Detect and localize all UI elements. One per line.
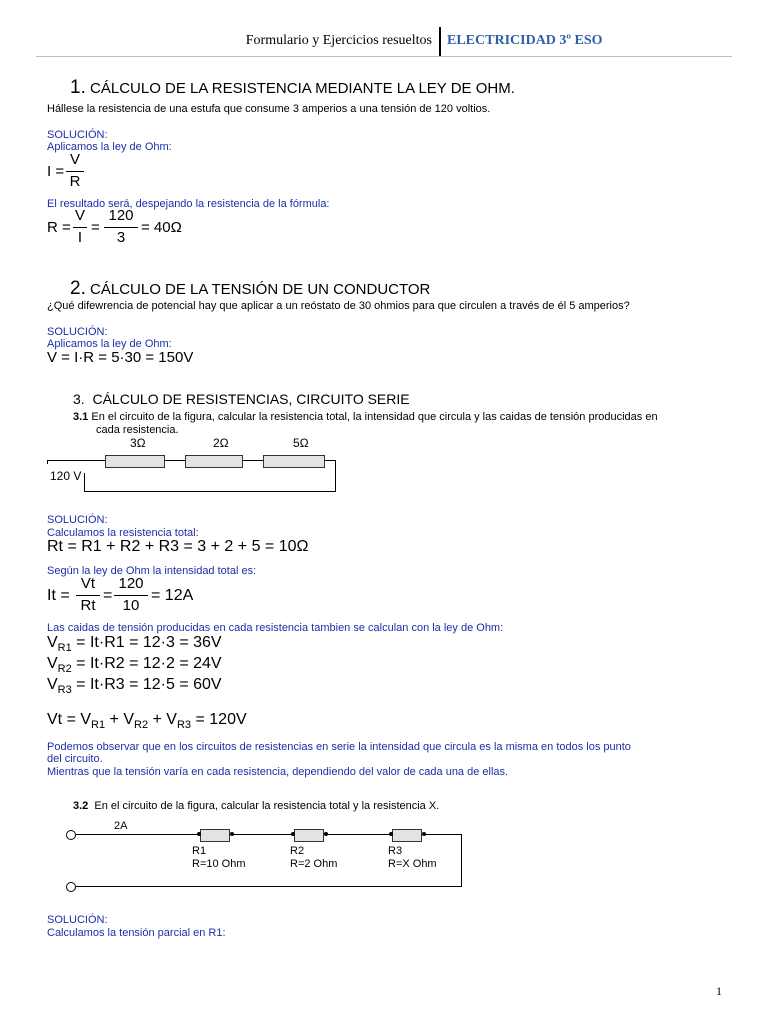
- resistor-r2: [185, 455, 243, 468]
- problem-3-1-statement-cont: cada resistencia.: [96, 424, 179, 436]
- formula-it-lhs: It =: [47, 587, 70, 604]
- r1-value: R=10 Ohm: [192, 858, 246, 870]
- formula-ohm-den: R: [69, 173, 81, 190]
- r3-name: R3: [388, 845, 403, 857]
- formula-vr2-rest: = It·R2 = 12·2 = 24V: [71, 655, 222, 672]
- r1-name: R1: [192, 845, 207, 857]
- section-2-heading: [70, 278, 430, 300]
- resistor-r3: [263, 455, 325, 468]
- section-3-number: 3.: [73, 391, 85, 407]
- formula-it-rhs: = 12A: [151, 587, 194, 604]
- formula-ohm-lhs: I =: [47, 163, 65, 180]
- header-subject: ELECTRICIDAD 3º ESO: [447, 33, 603, 48]
- formula-vr3-sub: R3: [57, 684, 72, 697]
- formula-vt-a: Vt = V: [47, 711, 92, 728]
- section-2-solution-label: SOLUCIÓN:: [47, 326, 108, 338]
- formula-resistance-bar2: [104, 227, 138, 228]
- section-2-apply-text: Aplicamos la ley de Ohm:: [47, 338, 172, 350]
- formula-vt-s3: R3: [176, 719, 192, 732]
- formula-ohm-num: V: [69, 151, 80, 168]
- it-label: Según la ley de Ohm la intensidad total es:: [47, 565, 257, 577]
- header-doc-title: Formulario y Ejercicios resueltos: [245, 33, 432, 48]
- section-1-title: CÁLCULO DE LA RESISTENCIA MEDIANTE LA LEY DE OHM.: [90, 80, 515, 97]
- formula-vr1: [47, 634, 222, 654]
- header-rule: [36, 56, 732, 57]
- formula-rt: Rt = R1 + R2 + R3 = 3 + 2 + 5 = 10Ω: [47, 538, 309, 555]
- resistor-r1-label: 3Ω: [130, 436, 146, 450]
- formula-resistance-den2: 3: [116, 229, 126, 246]
- section-2-number: 2.: [70, 278, 86, 299]
- formula-vt-s2: R2: [134, 719, 149, 732]
- resistor-r3-label: 5Ω: [293, 436, 309, 450]
- r2-value: R=2 Ohm: [290, 858, 338, 870]
- resistor-r3-c2: [392, 829, 422, 842]
- formula-voltage: V = I·R = 5·30 = 150V: [47, 349, 194, 366]
- observation-line-1: Podemos observar que en los circuitos de resistencias en serie la intensidad que circula es la misma en todos los punto: [47, 741, 631, 753]
- formula-resistance-den1: I: [77, 229, 83, 246]
- terminal-bottom: [66, 882, 76, 892]
- formula-resistance-num2: 120: [108, 207, 134, 224]
- formula-it-den2: 10: [122, 597, 140, 614]
- formula-resistance-rhs: = 40Ω: [141, 219, 182, 236]
- formula-vr2-v: V: [47, 655, 58, 672]
- calc-total-label: Calculamos la resistencia total:: [47, 527, 199, 539]
- resistor-r2-c2: [294, 829, 324, 842]
- formula-vt-d: = 120V: [191, 711, 247, 728]
- section-3-heading: [73, 391, 410, 407]
- problem-3-1-statement: En el circuito de la figura, calcular la resistencia total, la intensidad que circula y las caidas de tensión producidas en: [91, 411, 658, 423]
- formula-it-bar1: [76, 595, 100, 596]
- formula-vt-b: + V: [105, 711, 134, 728]
- observation-line-2: del circuito.: [47, 753, 103, 765]
- terminal-top: [66, 830, 76, 840]
- formula-vr3-rest: = It·R3 = 12·5 = 60V: [71, 676, 222, 693]
- formula-it-num2: 120: [118, 575, 144, 592]
- section-1-heading: [70, 77, 515, 99]
- r3-value: R=X Ohm: [388, 858, 437, 870]
- problem-3-1-number: 3.1: [73, 411, 89, 423]
- drops-label: Las caidas de tensión producidas en cada resistencia tambien se calculan con la ley de Ohm:: [47, 622, 504, 634]
- page-number: 1: [716, 984, 722, 998]
- section-2-title: CÁLCULO DE LA TENSIÓN DE UN CONDUCTOR: [90, 281, 431, 298]
- formula-it-eq: =: [103, 587, 113, 604]
- formula-vt-s1: R1: [91, 719, 106, 732]
- formula-ohm-bar: [66, 171, 84, 172]
- problem-3-1-text: [73, 411, 658, 423]
- section-1-statement: Hállese la resistencia de una estufa que consume 3 amperios a una tensión de 120 voltios.: [47, 103, 491, 115]
- section-3-solution-label: SOLUCIÓN:: [47, 514, 108, 526]
- formula-vr3: [47, 676, 222, 696]
- formula-vr2-sub: R2: [57, 663, 72, 676]
- section-1-solution-label: SOLUCIÓN:: [47, 129, 108, 141]
- problem-3-2-statement: En el circuito de la figura, calcular la resistencia total y la resistencia X.: [94, 800, 440, 812]
- section-3-title: CÁLCULO DE RESISTENCIAS, CIRCUITO SERIE: [92, 391, 410, 407]
- formula-resistance-lhs: R =: [47, 219, 71, 236]
- formula-it-num1: Vt: [80, 575, 96, 592]
- formula-vr1-v: V: [47, 634, 58, 651]
- section-1-apply-text: Aplicamos la ley de Ohm:: [47, 141, 172, 153]
- problem-3-2-solution-label: SOLUCIÓN:: [47, 914, 108, 926]
- section-1-result-label: El resultado será, despejando la resistencia de la fórmula:: [47, 198, 330, 210]
- formula-vr3-v: V: [47, 676, 58, 693]
- formula-vt: [47, 711, 247, 731]
- r2-name: R2: [290, 845, 305, 857]
- resistor-r1-c2: [200, 829, 230, 842]
- problem-3-2-text: [73, 800, 439, 812]
- partial-voltage-label: Calculamos la tensión parcial en R1:: [47, 927, 226, 939]
- section-1-number: 1.: [70, 77, 86, 98]
- resistor-r2-label: 2Ω: [213, 436, 229, 450]
- formula-vr1-rest: = It·R1 = 12·3 = 36V: [71, 634, 222, 651]
- resistor-r1: [105, 455, 165, 468]
- formula-it-bar2: [114, 595, 148, 596]
- formula-it-den1: Rt: [80, 597, 96, 614]
- problem-3-2-number: 3.2: [73, 800, 89, 812]
- formula-resistance-num1: V: [74, 207, 85, 224]
- formula-resistance-eq: =: [91, 219, 100, 236]
- formula-vr2: [47, 655, 222, 675]
- formula-vr1-sub: R1: [57, 642, 72, 655]
- header-separator: [439, 27, 441, 57]
- observation-line-3: Mientras que la tensión varía en cada resistencia, dependiendo del valor de cada una de ellas.: [47, 766, 509, 778]
- formula-vt-c: + V: [148, 711, 177, 728]
- formula-resistance-bar1: [73, 227, 87, 228]
- source-label: 120 V: [50, 469, 82, 483]
- section-2-statement: ¿Qué difewrencia de potencial hay que aplicar a un reóstato de 30 ohmios para que circulen a través de él 5 amperios?: [47, 300, 630, 312]
- current-label: 2A: [114, 820, 128, 832]
